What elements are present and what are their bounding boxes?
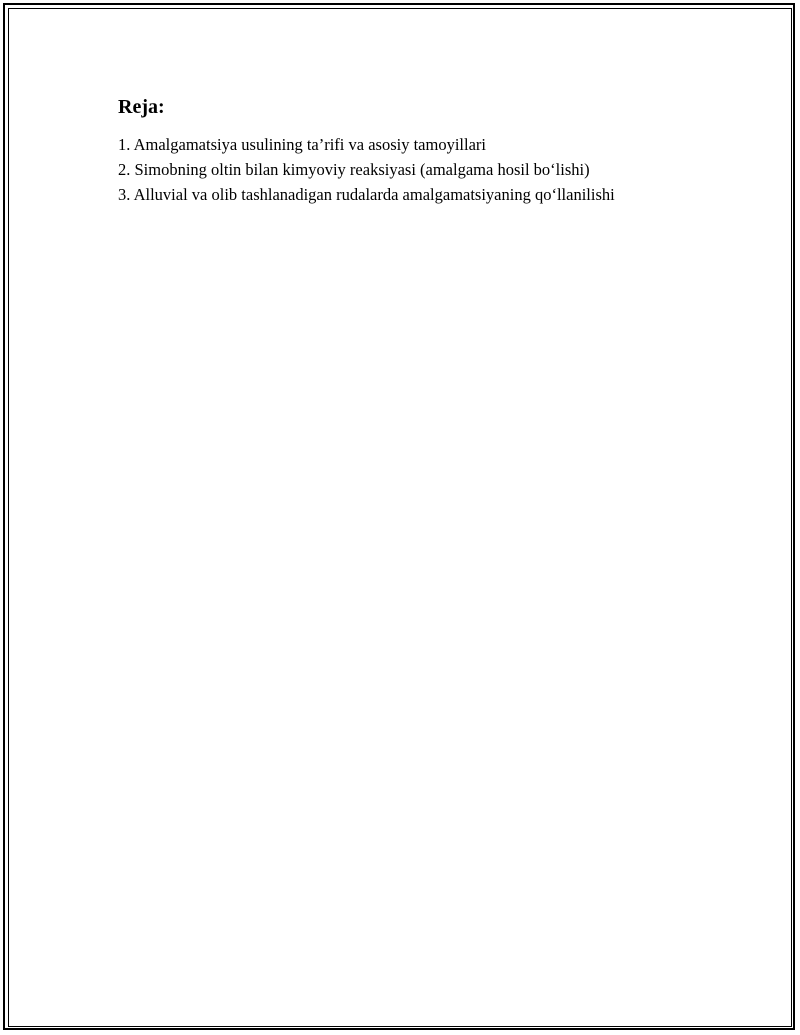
plan-heading: Reja: [118, 96, 165, 118]
page-content [118, 94, 718, 207]
plan-item-number: 1. [118, 135, 131, 154]
plan-item-number: 2. [118, 160, 131, 179]
plan-item-number: 3. [118, 185, 131, 204]
plan-item-text: Simobning oltin bilan kimyoviy reaksiyasi (amalgama hosil bo‘lishi) [134, 160, 590, 179]
plan-list [118, 132, 718, 207]
plan-item-text: Amalgamatsiya usulining ta’rifi va asosiy tamoyillari [133, 135, 486, 154]
plan-item-text: Alluvial va olib tashlanadigan rudalarda amalgamatsiyaning qo‘llanilishi [133, 185, 615, 204]
plan-item-3 [118, 182, 718, 207]
plan-item-2 [118, 157, 718, 182]
plan-item-1 [118, 132, 718, 157]
